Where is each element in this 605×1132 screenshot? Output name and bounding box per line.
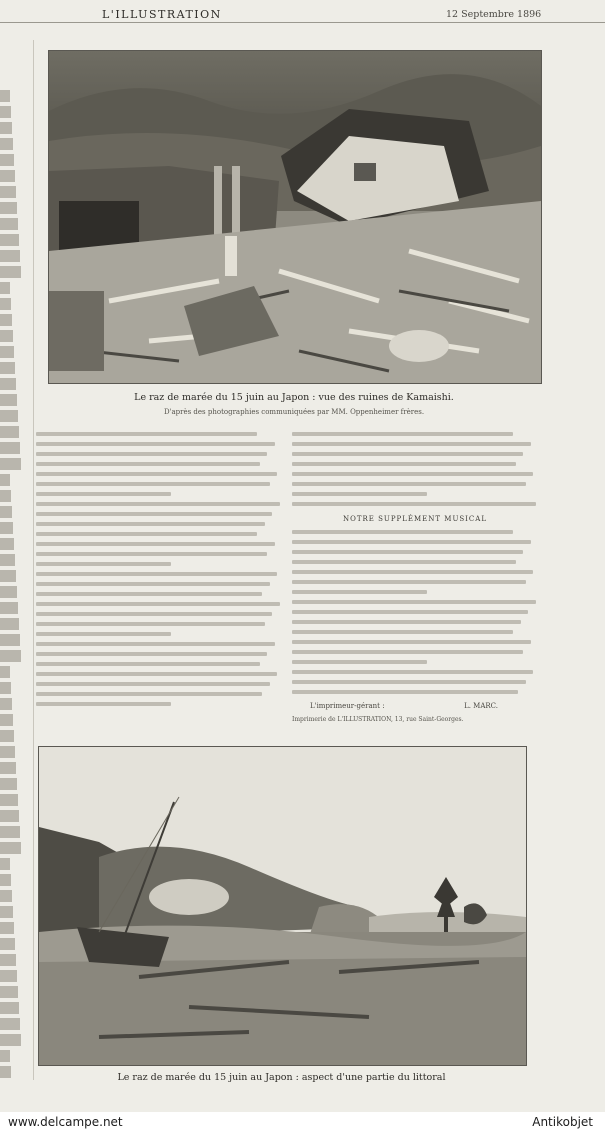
gutter-text-fragment	[0, 666, 10, 678]
gutter-text-fragment	[0, 714, 13, 726]
gutter-text-fragment	[0, 458, 21, 470]
text-line	[36, 532, 257, 536]
text-line	[36, 582, 270, 586]
gutter-text-fragment	[0, 522, 13, 534]
gutter-text-fragment	[0, 586, 17, 598]
text-line	[36, 692, 262, 696]
column-divider	[33, 40, 34, 1080]
text-line	[292, 690, 518, 694]
text-line	[36, 472, 277, 476]
text-line	[292, 650, 523, 654]
text-line	[292, 630, 513, 634]
text-line	[292, 452, 523, 456]
gutter-text-fragment	[0, 170, 15, 182]
gutter-text-fragment	[0, 634, 20, 646]
gutter-text-fragment	[0, 474, 10, 486]
text-line	[36, 652, 267, 656]
text-line	[36, 592, 262, 596]
gutter-text-fragment	[0, 378, 16, 390]
gutter-text-fragment	[0, 922, 14, 934]
text-line	[292, 620, 521, 624]
text-line	[36, 622, 265, 626]
listing-footer	[0, 1112, 605, 1132]
text-line	[36, 452, 267, 456]
text-line	[36, 702, 171, 706]
article-column-left	[36, 432, 282, 712]
text-line	[292, 610, 528, 614]
photo-littoral	[38, 746, 527, 1066]
text-line	[292, 482, 526, 486]
masthead	[0, 4, 605, 23]
gutter-text-fragment	[0, 266, 21, 278]
text-line	[292, 660, 427, 664]
text-line	[292, 590, 427, 594]
gutter-text-fragment	[0, 490, 11, 502]
gutter-text-fragment	[0, 1066, 11, 1078]
gutter-text-fragment	[0, 778, 17, 790]
text-line	[36, 502, 280, 506]
text-line	[36, 552, 267, 556]
site-watermark-right: Antikobjet	[532, 1115, 593, 1129]
site-watermark-left: www.delcampe.net	[8, 1115, 123, 1129]
gutter-text-fragment	[0, 730, 14, 742]
gutter-text-fragment	[0, 122, 12, 134]
gutter-text-fragment	[0, 938, 15, 950]
text-line	[292, 530, 513, 534]
gutter-text-fragment	[0, 1002, 19, 1014]
text-line	[292, 640, 531, 644]
gutter-text-fragment	[0, 538, 14, 550]
article-column-right-top	[292, 432, 538, 512]
text-line	[36, 482, 270, 486]
text-line	[292, 670, 533, 674]
gutter-text-fragment	[0, 810, 19, 822]
gutter-text-fragment	[0, 1050, 10, 1062]
text-line	[292, 540, 531, 544]
text-line	[36, 542, 275, 546]
text-line	[36, 432, 257, 436]
text-line	[292, 570, 533, 574]
gutter-text-fragment	[0, 154, 14, 166]
gutter-text-fragment	[0, 330, 13, 342]
gutter-text-fragment	[0, 602, 18, 614]
text-line	[36, 512, 272, 516]
gutter-text-fragment	[0, 1034, 21, 1046]
text-line	[36, 672, 277, 676]
gutter-text-fragment	[0, 954, 16, 966]
text-line	[292, 560, 516, 564]
text-line	[292, 492, 427, 496]
text-line	[36, 632, 171, 636]
gutter-text-fragment	[0, 202, 17, 214]
text-line	[36, 572, 277, 576]
gutter-text-fragment	[0, 906, 13, 918]
gutter-text-fragment	[0, 282, 10, 294]
gutter-text-fragment	[0, 362, 15, 374]
printer-name: L. MARC.	[464, 702, 498, 710]
gutter-text-fragment	[0, 426, 19, 438]
gutter-text-fragment	[0, 506, 12, 518]
gutter-text-fragment	[0, 1018, 20, 1030]
text-line	[292, 432, 513, 436]
gutter-text-fragment	[0, 858, 10, 870]
gutter-text-fragment	[0, 442, 20, 454]
text-line	[292, 580, 526, 584]
gutter-text-fragment	[0, 394, 17, 406]
gutter-text-fragment	[0, 570, 16, 582]
gutter-text-fragment	[0, 842, 21, 854]
text-line	[36, 682, 270, 686]
gutter-text-fragment	[0, 618, 19, 630]
gutter-text-fragment	[0, 218, 18, 230]
text-line	[36, 662, 260, 666]
masthead-date: 12 Septembre 1896	[446, 9, 542, 20]
gutter-text-fragment	[0, 250, 20, 262]
text-line	[36, 462, 260, 466]
text-line	[292, 502, 536, 506]
text-line	[36, 522, 265, 526]
gutter-text-fragment	[0, 90, 10, 102]
gutter-text-fragment	[0, 410, 18, 422]
text-line	[36, 612, 272, 616]
text-line	[292, 550, 523, 554]
section-heading: NOTRE SUPPLÉMENT MUSICAL	[343, 515, 487, 523]
gutter-text-fragment	[0, 682, 11, 694]
gutter-text-fragment	[0, 746, 15, 758]
imprint-line: Imprimerie de L'ILLUSTRATION, 13, rue Saint-Georges.	[292, 716, 464, 723]
text-line	[292, 442, 531, 446]
gutter-text-fragment	[0, 698, 12, 710]
gutter-text-fragment	[0, 890, 12, 902]
photo-caption-bottom: Le raz de marée du 15 juin au Japon : aspect d'une partie du littoral	[117, 1072, 446, 1083]
gutter-text-fragment	[0, 650, 21, 662]
gutter-text-fragment	[0, 554, 15, 566]
left-column-fragment	[0, 90, 22, 1080]
gutter-text-fragment	[0, 234, 19, 246]
gutter-text-fragment	[0, 970, 17, 982]
gutter-text-fragment	[0, 826, 20, 838]
gutter-text-fragment	[0, 874, 11, 886]
gutter-text-fragment	[0, 794, 18, 806]
text-line	[36, 602, 280, 606]
gutter-text-fragment	[0, 986, 18, 998]
gutter-text-fragment	[0, 106, 11, 118]
gutter-text-fragment	[0, 186, 16, 198]
article-column-right-bottom	[292, 530, 538, 700]
photo-caption-top: Le raz de marée du 15 juin au Japon : vue des ruines de Kamaishi.	[134, 392, 454, 403]
text-line	[292, 462, 516, 466]
gutter-text-fragment	[0, 762, 16, 774]
text-line	[36, 562, 171, 566]
printer-label: L'imprimeur-gérant :	[310, 702, 385, 710]
text-line	[36, 642, 275, 646]
text-line	[292, 600, 536, 604]
text-line	[36, 442, 275, 446]
masthead-title: L'ILLUSTRATION	[102, 8, 222, 21]
gutter-text-fragment	[0, 138, 13, 150]
photo-ruins-kamaishi	[48, 50, 542, 384]
gutter-text-fragment	[0, 346, 14, 358]
text-line	[36, 492, 171, 496]
gutter-text-fragment	[0, 298, 11, 310]
text-line	[292, 472, 533, 476]
text-line	[292, 680, 526, 684]
gutter-text-fragment	[0, 314, 12, 326]
photo-credit-top: D'après des photographies communiquées par MM. Oppenheimer frères.	[163, 408, 425, 416]
